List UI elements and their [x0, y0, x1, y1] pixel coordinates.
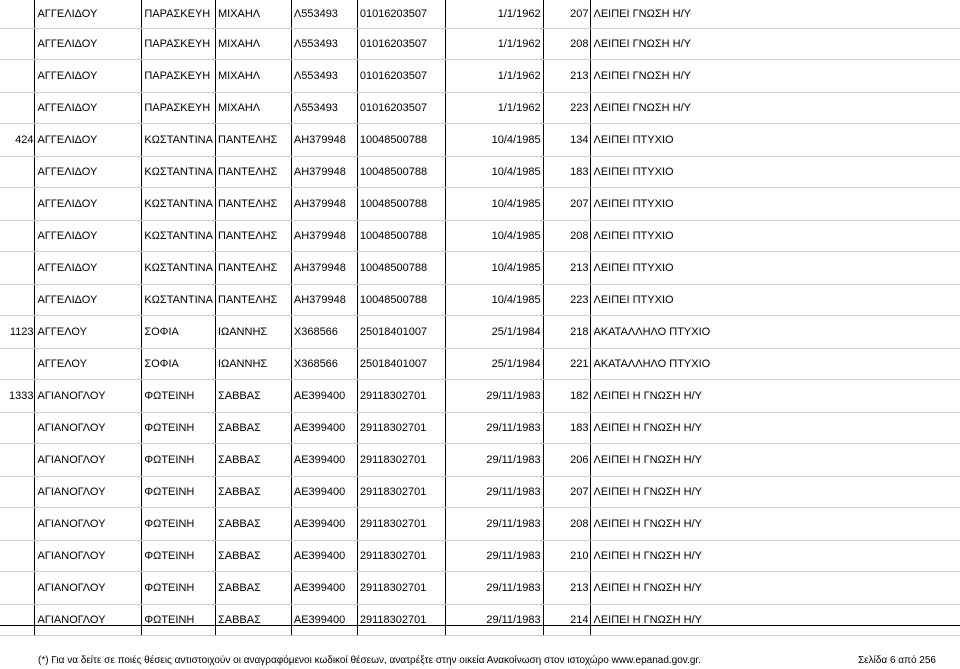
cell-position-code: 214: [543, 605, 591, 636]
cell-surname: ΑΓΙΑΝΟΓΛΟΥ: [35, 413, 142, 444]
cell-surname: ΑΓΙΑΝΟΓΛΟΥ: [35, 508, 142, 541]
cell-position-code: 210: [543, 541, 591, 572]
cell-father-name: ΜΙΧΑΗΛ: [215, 0, 291, 29]
cell-position-code: 134: [543, 124, 591, 157]
cell-number: 01016203507: [357, 0, 445, 29]
cell-id-card: Λ553493: [291, 93, 357, 124]
cell-birth-date: 10/4/1985: [445, 285, 543, 316]
cell-number: 25018401007: [357, 316, 445, 349]
cell-id-card: Λ553493: [291, 29, 357, 60]
cell-position-code: 208: [543, 29, 591, 60]
table-row: [0, 221, 960, 252]
cell-birth-date: 10/4/1985: [445, 252, 543, 285]
cell-first-name: ΚΩΣΤΑΝΤΙΝΑ: [142, 285, 216, 316]
cell-id: [0, 572, 35, 605]
page-footer: [0, 625, 960, 669]
cell-first-name: ΚΩΣΤΑΝΤΙΝΑ: [142, 252, 216, 285]
cell-id-card: Χ368566: [291, 349, 357, 380]
cell-surname: ΑΓΓΕΛΙΔΟΥ: [35, 157, 142, 188]
cell-surname: ΑΓΙΑΝΟΓΛΟΥ: [35, 605, 142, 636]
cell-position-code: 213: [543, 60, 591, 93]
cell-first-name: ΣΟΦΙΑ: [142, 349, 216, 380]
cell-surname: ΑΓΙΑΝΟΓΛΟΥ: [35, 572, 142, 605]
cell-reason: ΛΕΙΠΕΙ ΠΤΥΧΙΟ: [591, 221, 960, 252]
cell-id: [0, 157, 35, 188]
cell-reason: ΛΕΙΠΕΙ Η ΓΝΩΣΗ Η/Υ: [591, 477, 960, 508]
cell-surname: ΑΓΓΕΛΟΥ: [35, 316, 142, 349]
cell-birth-date: 1/1/1962: [445, 0, 543, 29]
cell-id: [0, 252, 35, 285]
cell-position-code: 223: [543, 93, 591, 124]
cell-number: 01016203507: [357, 93, 445, 124]
cell-reason: ΛΕΙΠΕΙ ΓΝΩΣΗ Η/Υ: [591, 0, 960, 29]
table-row: [0, 316, 960, 349]
table-row: [0, 349, 960, 380]
cell-position-code: 182: [543, 380, 591, 413]
cell-birth-date: 29/11/1983: [445, 380, 543, 413]
cell-father-name: ΣΑΒΒΑΣ: [215, 605, 291, 636]
table-row: [0, 541, 960, 572]
cell-position-code: 208: [543, 508, 591, 541]
table-row: [0, 29, 960, 60]
cell-father-name: ΠΑΝΤΕΛΗΣ: [215, 221, 291, 252]
cell-father-name: ΠΑΝΤΕΛΗΣ: [215, 124, 291, 157]
cell-number: 10048500788: [357, 124, 445, 157]
cell-birth-date: 29/11/1983: [445, 605, 543, 636]
cell-surname: ΑΓΓΕΛΙΔΟΥ: [35, 252, 142, 285]
cell-first-name: ΦΩΤΕΙΝΗ: [142, 508, 216, 541]
table-row: [0, 380, 960, 413]
cell-birth-date: 29/11/1983: [445, 413, 543, 444]
cell-id-card: ΑΗ379948: [291, 188, 357, 221]
cell-number: 29118302701: [357, 477, 445, 508]
cell-id: [0, 188, 35, 221]
cell-number: 10048500788: [357, 157, 445, 188]
cell-reason: ΑΚΑΤΑΛΛΗΛΟ ΠΤΥΧΙΟ: [591, 316, 960, 349]
table-row: [0, 93, 960, 124]
cell-id: 424: [0, 124, 35, 157]
cell-id: [0, 349, 35, 380]
table-row: [0, 0, 960, 29]
cell-first-name: ΦΩΤΕΙΝΗ: [142, 413, 216, 444]
cell-reason: ΛΕΙΠΕΙ Η ΓΝΩΣΗ Η/Υ: [591, 444, 960, 477]
cell-reason: ΛΕΙΠΕΙ Η ΓΝΩΣΗ Η/Υ: [591, 413, 960, 444]
cell-surname: ΑΓΓΕΛΙΔΟΥ: [35, 188, 142, 221]
cell-position-code: 206: [543, 444, 591, 477]
cell-surname: ΑΓΓΕΛΙΔΟΥ: [35, 0, 142, 29]
cell-father-name: ΣΑΒΒΑΣ: [215, 508, 291, 541]
cell-birth-date: 25/1/1984: [445, 316, 543, 349]
cell-number: 29118302701: [357, 572, 445, 605]
cell-reason: ΛΕΙΠΕΙ ΠΤΥΧΙΟ: [591, 285, 960, 316]
cell-number: 29118302701: [357, 413, 445, 444]
cell-id: [0, 508, 35, 541]
cell-id-card: ΑΕ399400: [291, 541, 357, 572]
table-row: [0, 572, 960, 605]
cell-reason: ΛΕΙΠΕΙ ΠΤΥΧΙΟ: [591, 188, 960, 221]
cell-surname: ΑΓΓΕΛΟΥ: [35, 349, 142, 380]
cell-surname: ΑΓΓΕΛΙΔΟΥ: [35, 93, 142, 124]
cell-birth-date: 1/1/1962: [445, 29, 543, 60]
cell-number: 29118302701: [357, 541, 445, 572]
cell-surname: ΑΓΓΕΛΙΔΟΥ: [35, 124, 142, 157]
cell-father-name: ΣΑΒΒΑΣ: [215, 572, 291, 605]
cell-reason: ΛΕΙΠΕΙ Η ΓΝΩΣΗ Η/Υ: [591, 572, 960, 605]
cell-position-code: 207: [543, 0, 591, 29]
cell-number: 10048500788: [357, 188, 445, 221]
cell-father-name: ΣΑΒΒΑΣ: [215, 444, 291, 477]
cell-position-code: 183: [543, 157, 591, 188]
cell-position-code: 223: [543, 285, 591, 316]
cell-position-code: 221: [543, 349, 591, 380]
cell-id: [0, 285, 35, 316]
table-row: [0, 285, 960, 316]
cell-id-card: ΑΕ399400: [291, 605, 357, 636]
cell-position-code: 208: [543, 221, 591, 252]
cell-id: [0, 221, 35, 252]
cell-first-name: ΦΩΤΕΙΝΗ: [142, 572, 216, 605]
cell-surname: ΑΓΙΑΝΟΓΛΟΥ: [35, 444, 142, 477]
cell-reason: ΛΕΙΠΕΙ ΠΤΥΧΙΟ: [591, 157, 960, 188]
cell-father-name: ΠΑΝΤΕΛΗΣ: [215, 157, 291, 188]
page-number: Σελίδα 6 από 256: [857, 655, 936, 666]
cell-father-name: ΠΑΝΤΕΛΗΣ: [215, 252, 291, 285]
cell-number: 01016203507: [357, 60, 445, 93]
cell-reason: ΛΕΙΠΕΙ ΓΝΩΣΗ Η/Υ: [591, 29, 960, 60]
cell-father-name: ΠΑΝΤΕΛΗΣ: [215, 188, 291, 221]
cell-id-card: ΑΗ379948: [291, 124, 357, 157]
cell-birth-date: 29/11/1983: [445, 444, 543, 477]
cell-id: [0, 29, 35, 60]
cell-reason: ΛΕΙΠΕΙ ΓΝΩΣΗ Η/Υ: [591, 93, 960, 124]
cell-position-code: 207: [543, 477, 591, 508]
cell-birth-date: 29/11/1983: [445, 508, 543, 541]
cell-first-name: ΚΩΣΤΑΝΤΙΝΑ: [142, 124, 216, 157]
cell-first-name: ΣΟΦΙΑ: [142, 316, 216, 349]
cell-position-code: 183: [543, 413, 591, 444]
cell-first-name: ΦΩΤΕΙΝΗ: [142, 444, 216, 477]
cell-surname: ΑΓΓΕΛΙΔΟΥ: [35, 60, 142, 93]
cell-reason: ΛΕΙΠΕΙ Η ΓΝΩΣΗ Η/Υ: [591, 380, 960, 413]
cell-father-name: ΜΙΧΑΗΛ: [215, 60, 291, 93]
cell-surname: ΑΓΓΕΛΙΔΟΥ: [35, 29, 142, 60]
cell-id: [0, 413, 35, 444]
cell-father-name: ΜΙΧΑΗΛ: [215, 29, 291, 60]
cell-father-name: ΣΑΒΒΑΣ: [215, 413, 291, 444]
cell-id-card: ΑΗ379948: [291, 221, 357, 252]
cell-father-name: ΜΙΧΑΗΛ: [215, 93, 291, 124]
cell-surname: ΑΓΓΕΛΙΔΟΥ: [35, 221, 142, 252]
cell-number: 29118302701: [357, 444, 445, 477]
cell-id-card: ΑΗ379948: [291, 252, 357, 285]
cell-reason: ΛΕΙΠΕΙ ΠΤΥΧΙΟ: [591, 124, 960, 157]
table-row: [0, 444, 960, 477]
cell-first-name: ΦΩΤΕΙΝΗ: [142, 605, 216, 636]
cell-first-name: ΠΑΡΑΣΚΕΥΗ: [142, 0, 216, 29]
cell-reason: ΛΕΙΠΕΙ Η ΓΝΩΣΗ Η/Υ: [591, 541, 960, 572]
cell-first-name: ΚΩΣΤΑΝΤΙΝΑ: [142, 157, 216, 188]
cell-position-code: 218: [543, 316, 591, 349]
cell-position-code: 213: [543, 252, 591, 285]
cell-first-name: ΚΩΣΤΑΝΤΙΝΑ: [142, 188, 216, 221]
cell-first-name: ΦΩΤΕΙΝΗ: [142, 541, 216, 572]
table-row: [0, 60, 960, 93]
cell-reason: ΛΕΙΠΕΙ ΠΤΥΧΙΟ: [591, 252, 960, 285]
cell-reason: ΑΚΑΤΑΛΛΗΛΟ ΠΤΥΧΙΟ: [591, 349, 960, 380]
cell-id: [0, 0, 35, 29]
cell-surname: ΑΓΙΑΝΟΓΛΟΥ: [35, 541, 142, 572]
cell-number: 10048500788: [357, 285, 445, 316]
cell-number: 10048500788: [357, 252, 445, 285]
cell-birth-date: 10/4/1985: [445, 157, 543, 188]
cell-birth-date: 29/11/1983: [445, 477, 543, 508]
cell-number: 29118302701: [357, 380, 445, 413]
cell-number: 10048500788: [357, 221, 445, 252]
table-row: [0, 413, 960, 444]
cell-birth-date: 29/11/1983: [445, 572, 543, 605]
cell-birth-date: 10/4/1985: [445, 124, 543, 157]
cell-birth-date: 10/4/1985: [445, 188, 543, 221]
table-row: [0, 252, 960, 285]
cell-father-name: ΙΩΑΝΝΗΣ: [215, 316, 291, 349]
cell-father-name: ΣΑΒΒΑΣ: [215, 380, 291, 413]
cell-birth-date: 25/1/1984: [445, 349, 543, 380]
cell-father-name: ΠΑΝΤΕΛΗΣ: [215, 285, 291, 316]
cell-id-card: Λ553493: [291, 60, 357, 93]
cell-id-card: ΑΕ399400: [291, 477, 357, 508]
footer-note: (*) Για να δείτε σε ποιές θέσεις αντιστοιχούν οι αναγραφόμενοι κωδικοί θέσεων, ανατρέξτε στην οικεία Ανακοίνωση στον ιστοχώρο www.epanad.gov.gr.: [38, 655, 701, 666]
table-row: [0, 188, 960, 221]
cell-reason: ΛΕΙΠΕΙ ΓΝΩΣΗ Η/Υ: [591, 60, 960, 93]
table-row: [0, 157, 960, 188]
cell-surname: ΑΓΙΑΝΟΓΛΟΥ: [35, 380, 142, 413]
cell-surname: ΑΓΓΕΛΙΔΟΥ: [35, 285, 142, 316]
table-row: [0, 124, 960, 157]
cell-id: [0, 93, 35, 124]
cell-id-card: ΑΗ379948: [291, 157, 357, 188]
cell-number: 29118302701: [357, 605, 445, 636]
cell-first-name: ΦΩΤΕΙΝΗ: [142, 477, 216, 508]
cell-father-name: ΣΑΒΒΑΣ: [215, 541, 291, 572]
cell-id: 1123: [0, 316, 35, 349]
cell-position-code: 207: [543, 188, 591, 221]
cell-id-card: Λ553493: [291, 0, 357, 29]
cell-id-card: ΑΕ399400: [291, 508, 357, 541]
cell-id-card: ΑΕ399400: [291, 380, 357, 413]
cell-id: [0, 477, 35, 508]
cell-father-name: ΙΩΑΝΝΗΣ: [215, 349, 291, 380]
cell-id-card: ΑΕ399400: [291, 413, 357, 444]
cell-reason: ΛΕΙΠΕΙ Η ΓΝΩΣΗ Η/Υ: [591, 605, 960, 636]
cell-birth-date: 29/11/1983: [445, 541, 543, 572]
cell-birth-date: 10/4/1985: [445, 221, 543, 252]
cell-id-card: ΑΕ399400: [291, 572, 357, 605]
cell-number: 01016203507: [357, 29, 445, 60]
cell-id: 1333: [0, 380, 35, 413]
cell-id-card: Χ368566: [291, 316, 357, 349]
table-row: [0, 508, 960, 541]
cell-first-name: ΠΑΡΑΣΚΕΥΗ: [142, 60, 216, 93]
cell-id-card: ΑΕ399400: [291, 444, 357, 477]
cell-reason: ΛΕΙΠΕΙ Η ΓΝΩΣΗ Η/Υ: [591, 508, 960, 541]
cell-father-name: ΣΑΒΒΑΣ: [215, 477, 291, 508]
cell-id: [0, 444, 35, 477]
cell-number: 25018401007: [357, 349, 445, 380]
cell-first-name: ΚΩΣΤΑΝΤΙΝΑ: [142, 221, 216, 252]
cell-birth-date: 1/1/1962: [445, 60, 543, 93]
cell-first-name: ΦΩΤΕΙΝΗ: [142, 380, 216, 413]
cell-id-card: ΑΗ379948: [291, 285, 357, 316]
table-row: [0, 477, 960, 508]
cell-id: [0, 60, 35, 93]
cell-id: [0, 541, 35, 572]
cell-surname: ΑΓΙΑΝΟΓΛΟΥ: [35, 477, 142, 508]
cell-first-name: ΠΑΡΑΣΚΕΥΗ: [142, 93, 216, 124]
cell-first-name: ΠΑΡΑΣΚΕΥΗ: [142, 29, 216, 60]
cell-position-code: 213: [543, 572, 591, 605]
cell-birth-date: 1/1/1962: [445, 93, 543, 124]
cell-number: 29118302701: [357, 508, 445, 541]
